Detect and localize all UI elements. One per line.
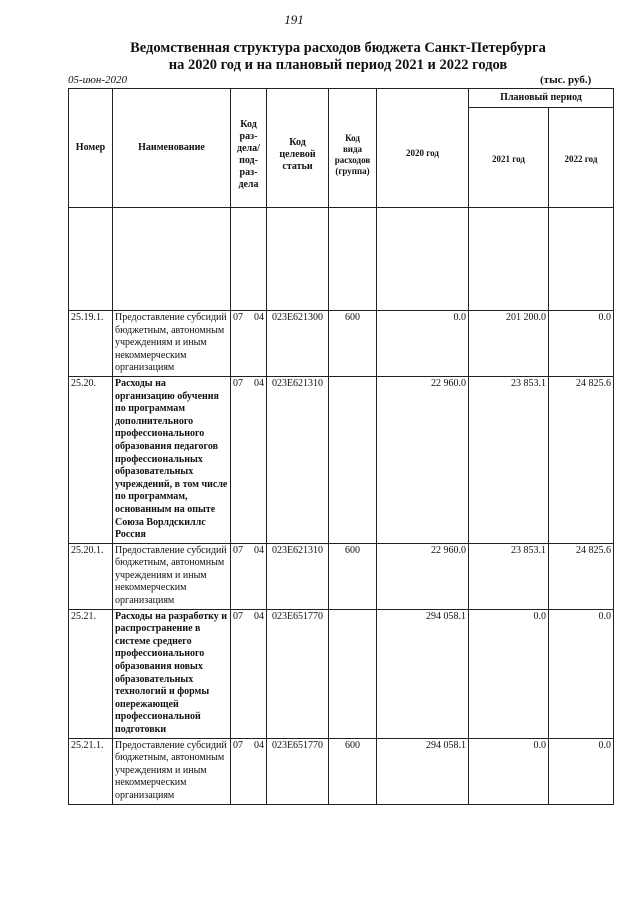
row-number: 25.20.1. xyxy=(69,543,113,609)
spacer-row xyxy=(69,208,614,311)
row-value-2022: 24 825.6 xyxy=(549,376,614,543)
row-value-2020: 294 058.1 xyxy=(377,609,469,738)
row-section-code xyxy=(231,543,267,609)
table-row xyxy=(69,609,614,738)
podrazdel-code: 04 xyxy=(254,739,264,751)
row-value-2022: 0.0 xyxy=(549,738,614,804)
row-value-2021: 0.0 xyxy=(469,738,549,804)
row-name: Расходы на разработку и распространение в системе среднего профессионального образования новых образовательных технологий и формы опережающей профессиональной подготовки xyxy=(113,609,231,738)
row-expense-group: 600 xyxy=(329,543,377,609)
row-expense-group xyxy=(329,376,377,543)
row-target-code: 023E621310 xyxy=(267,543,329,609)
podrazdel-code: 04 xyxy=(254,610,264,622)
row-name: Предоставление субсидий бюджетным, автономным учреждениям и иным некоммерческим организациям xyxy=(113,311,231,377)
row-name: Предоставление субсидий бюджетным, автономным учреждениям и иным некоммерческим организациям xyxy=(113,738,231,804)
podrazdel-code: 04 xyxy=(254,312,264,323)
header-row xyxy=(69,89,614,108)
row-section-code xyxy=(231,609,267,738)
row-section-code xyxy=(231,738,267,804)
budget-table xyxy=(68,88,614,805)
header-name: Наименование xyxy=(113,89,231,208)
table-row xyxy=(69,376,614,543)
row-expense-group: 600 xyxy=(329,738,377,804)
title-line-2: на 2020 год и на плановый период 2021 и 2022 годов xyxy=(168,57,508,73)
razdel-code: 07 xyxy=(233,544,243,556)
units-label: (тыс. руб.) xyxy=(540,74,592,86)
razdel-code: 07 xyxy=(233,610,243,622)
row-value-2021: 0.0 xyxy=(469,609,549,738)
podrazdel-code: 04 xyxy=(254,544,264,556)
podrazdel-code: 04 xyxy=(254,377,264,389)
row-value-2021: 23 853.1 xyxy=(469,376,549,543)
row-expense-group: 600 xyxy=(329,311,377,377)
table-body xyxy=(69,208,614,805)
header-2022: 2022 год xyxy=(549,108,614,208)
row-target-code: 023E621300 xyxy=(267,311,329,377)
row-value-2022: 0.0 xyxy=(549,311,614,377)
row-expense-group xyxy=(329,609,377,738)
row-target-code: 023E651770 xyxy=(267,738,329,804)
row-number: 25.21.1. xyxy=(69,738,113,804)
razdel-code: 07 xyxy=(233,377,243,389)
title-line-1: Ведомственная структура расходов бюджета Санкт-Петербурга xyxy=(130,40,546,56)
table-row xyxy=(69,311,614,377)
header-planned-period: Плановый период xyxy=(469,89,614,108)
row-number: 25.21. xyxy=(69,609,113,738)
row-name: Предоставление субсидий бюджетным, автономным учреждениям и иным некоммерческим организациям xyxy=(113,543,231,609)
row-target-code: 023E621310 xyxy=(267,376,329,543)
header-section: Код раз- дела/ под- раз- дела xyxy=(231,89,267,208)
document-title xyxy=(0,40,640,74)
table-row xyxy=(69,738,614,804)
row-value-2020: 294 058.1 xyxy=(377,738,469,804)
row-value-2020: 22 960.0 xyxy=(377,376,469,543)
document-date: 05-июн-2020 xyxy=(68,74,128,86)
header-expense-type: Код вида расходов (группа) xyxy=(329,89,377,208)
header-number: Номер xyxy=(69,89,113,208)
row-value-2020: 22 960.0 xyxy=(377,543,469,609)
table-row xyxy=(69,543,614,609)
row-number: 25.20. xyxy=(69,376,113,543)
row-value-2021: 23 853.1 xyxy=(469,543,549,609)
row-value-2020: 0.0 xyxy=(377,311,469,377)
row-number: 25.19.1. xyxy=(69,311,113,377)
row-section-code xyxy=(231,311,267,377)
row-name: Расходы на организацию обучения по программам дополнительного профессионального образования педагогов профессиональных образовательных учреждений, в том числе по программам, основанным на опыте Союза Ворлдскиллс Россия xyxy=(113,376,231,543)
row-section-code xyxy=(231,376,267,543)
row-value-2022: 0.0 xyxy=(549,609,614,738)
header-2021: 2021 год xyxy=(469,108,549,208)
row-value-2022: 24 825.6 xyxy=(549,543,614,609)
razdel-code: 07 xyxy=(233,739,243,751)
header-2020: 2020 год xyxy=(377,89,469,208)
header-target: Код целевой статьи xyxy=(267,89,329,208)
page-number: 191 xyxy=(284,12,304,27)
row-value-2021: 201 200.0 xyxy=(469,311,549,377)
razdel-code: 07 xyxy=(233,312,243,323)
row-target-code: 023E651770 xyxy=(267,609,329,738)
